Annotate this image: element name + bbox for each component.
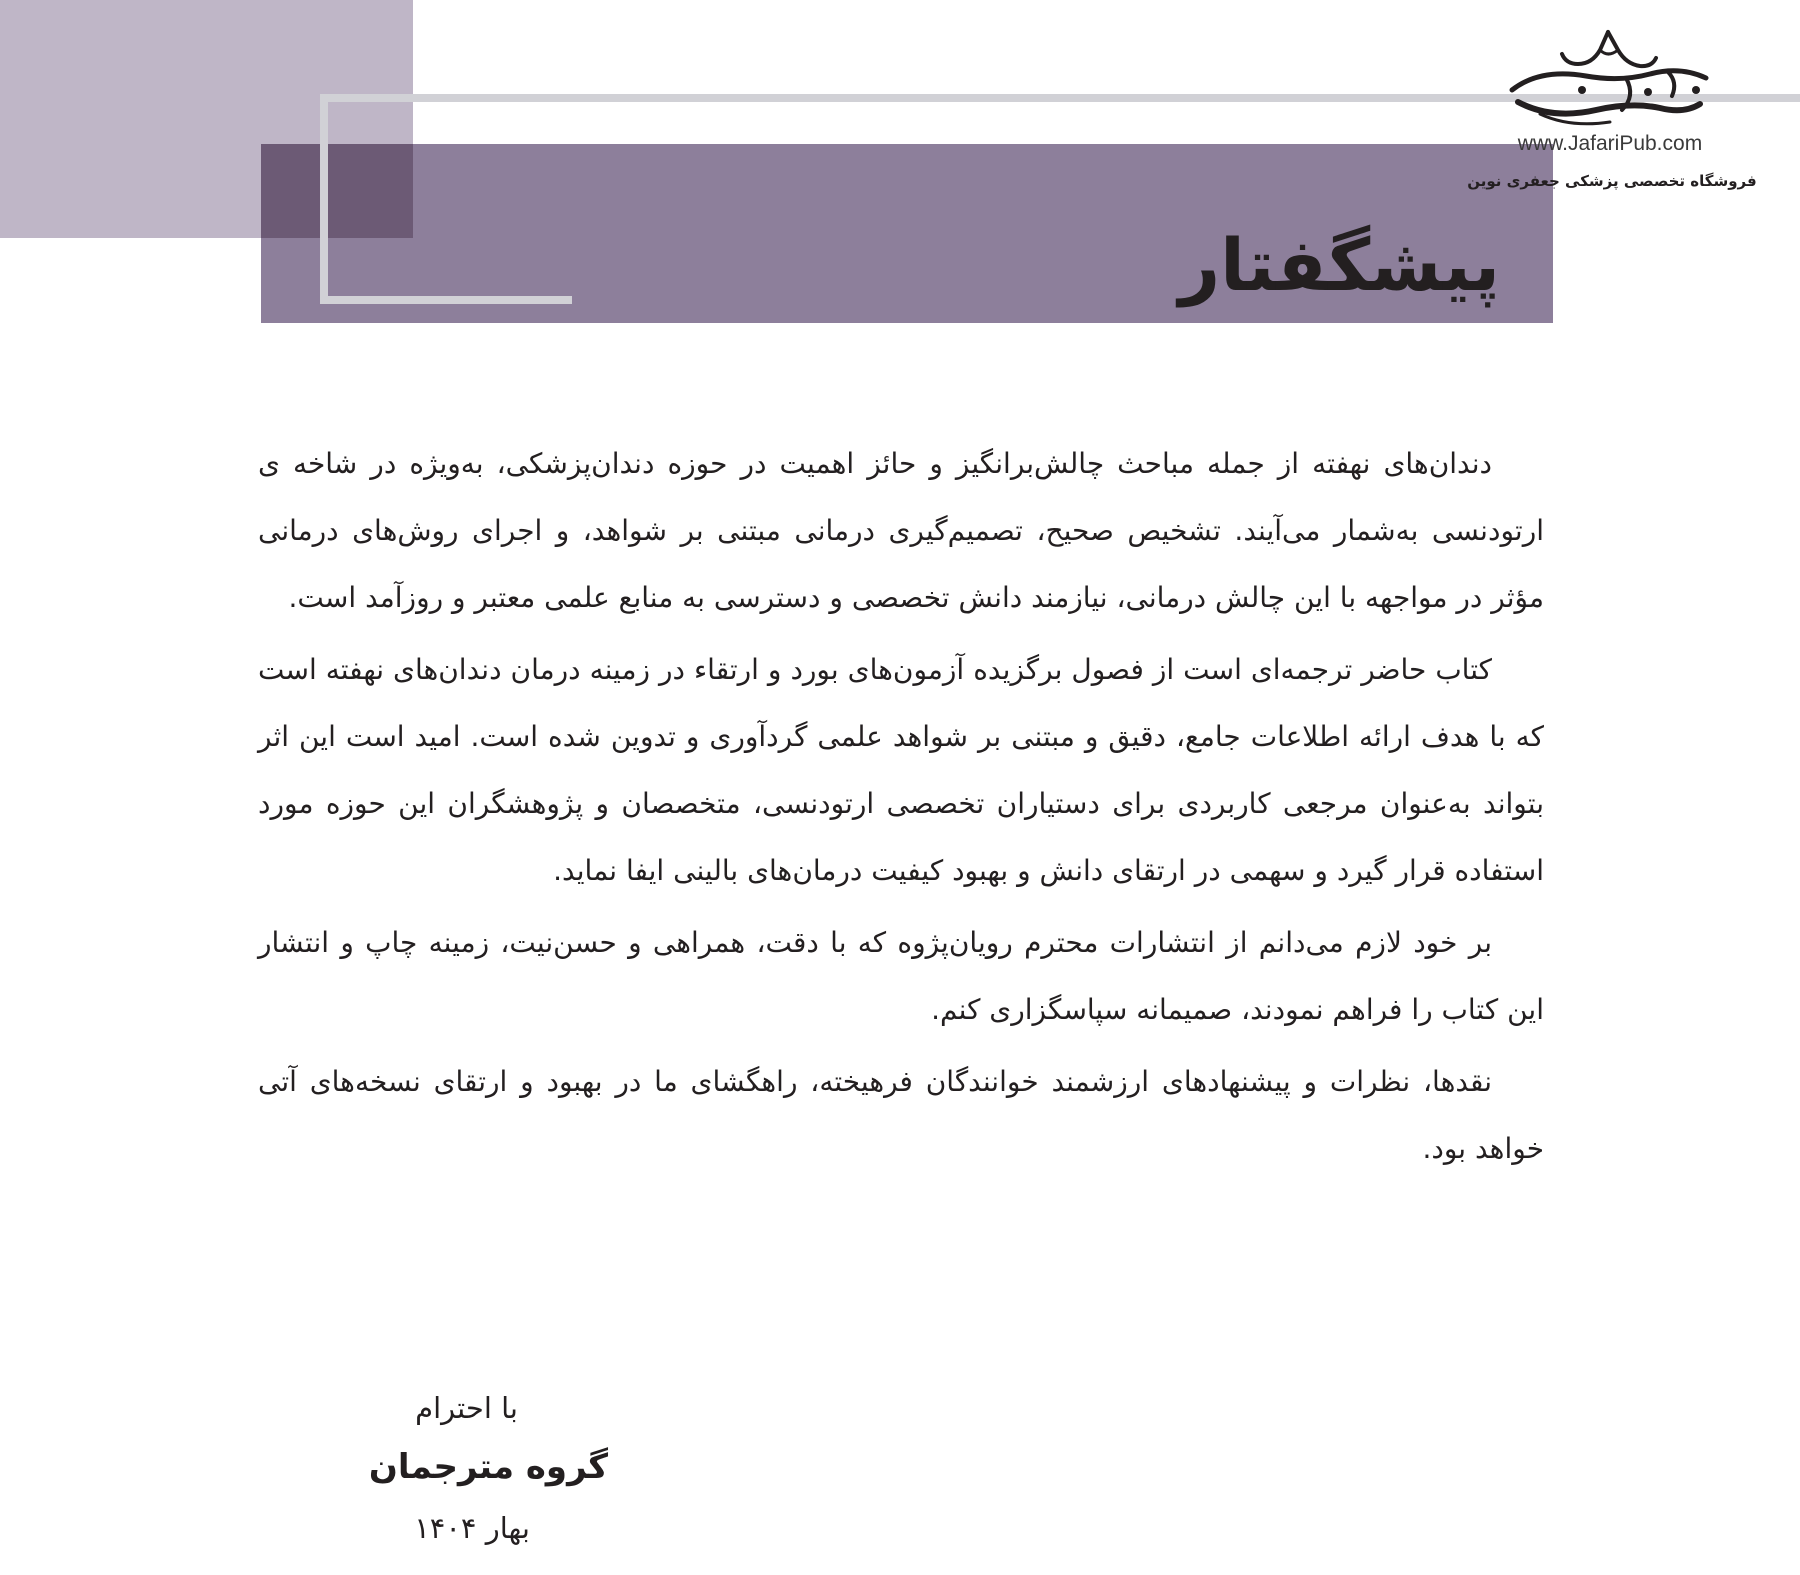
signature-block — [360, 1380, 620, 1558]
publisher-tagline: فروشگاه تخصصی پزشکی جعفری نوین — [1467, 172, 1757, 190]
frame-vertical-decoration — [320, 94, 328, 304]
paragraph: دندان‌های نهفته از جمله مباحث چالش‌برانگیز و حائز اهمیت در حوزه دندان‌پزشکی، به‌ویژه در شاخه ی ارتودنسی به‌شمار می‌آیند. تشخیص صحیح، تصمیم‌گیری درمانی مبتنی بر شواهد، و اجرای روش‌های درمانی مؤثر در مواجهه با این چالش درمانی، نیازمند دانش تخصصی و دسترسی به منابع علمی معتبر و روزآمد است. — [258, 447, 1544, 614]
publisher-url[interactable]: www.JafariPub.com — [1517, 132, 1703, 155]
signature-team: گروه مترجمان — [368, 1447, 608, 1487]
paragraph: کتاب حاضر ترجمه‌ای است از فصول برگزیده آزمون‌های بورد و ارتقاء در زمینه درمان دندان‌های نهفته است که با هدف ارائه اطلاعات جامع، دقیق و مبتنی بر شواهد علمی گردآوری و تدوین شده است. امید است این اثر بتواند به‌عنوان مرجعی کاربردی برای دستیاران تخصصی ارتودنسی، متخصصان و پژوهشگران این حوزه مورد استفاده قرار گیرد و سهمی در ارتقای دانش و بهبود کیفیت درمان‌های بالینی ایفا نماید. — [258, 653, 1544, 887]
preface-body — [258, 430, 1544, 1187]
signature-greeting: با احترام — [415, 1391, 518, 1425]
jafari-logo-icon — [1500, 24, 1720, 134]
signature-date: بهار ۱۴۰۴ — [414, 1511, 530, 1545]
overlap-block-decoration — [261, 144, 413, 238]
paragraph: نقدها، نظرات و پیشنهادهای ارزشمند خوانندگان فرهیخته، راهگشای ما در بهبود و ارتقای نسخه‌های آتی خواهد بود. — [258, 1065, 1544, 1165]
page-title: پیشگفتار — [1178, 223, 1500, 308]
paragraph: بر خود لازم می‌دانم از انتشارات محترم رویان‌پژوه که با دقت، همراهی و حسن‌نیت، زمینه چاپ و انتشار این کتاب را فراهم نمودند، صمیمانه سپاسگزاری کنم. — [258, 926, 1544, 1026]
frame-bottom-decoration — [320, 296, 572, 304]
